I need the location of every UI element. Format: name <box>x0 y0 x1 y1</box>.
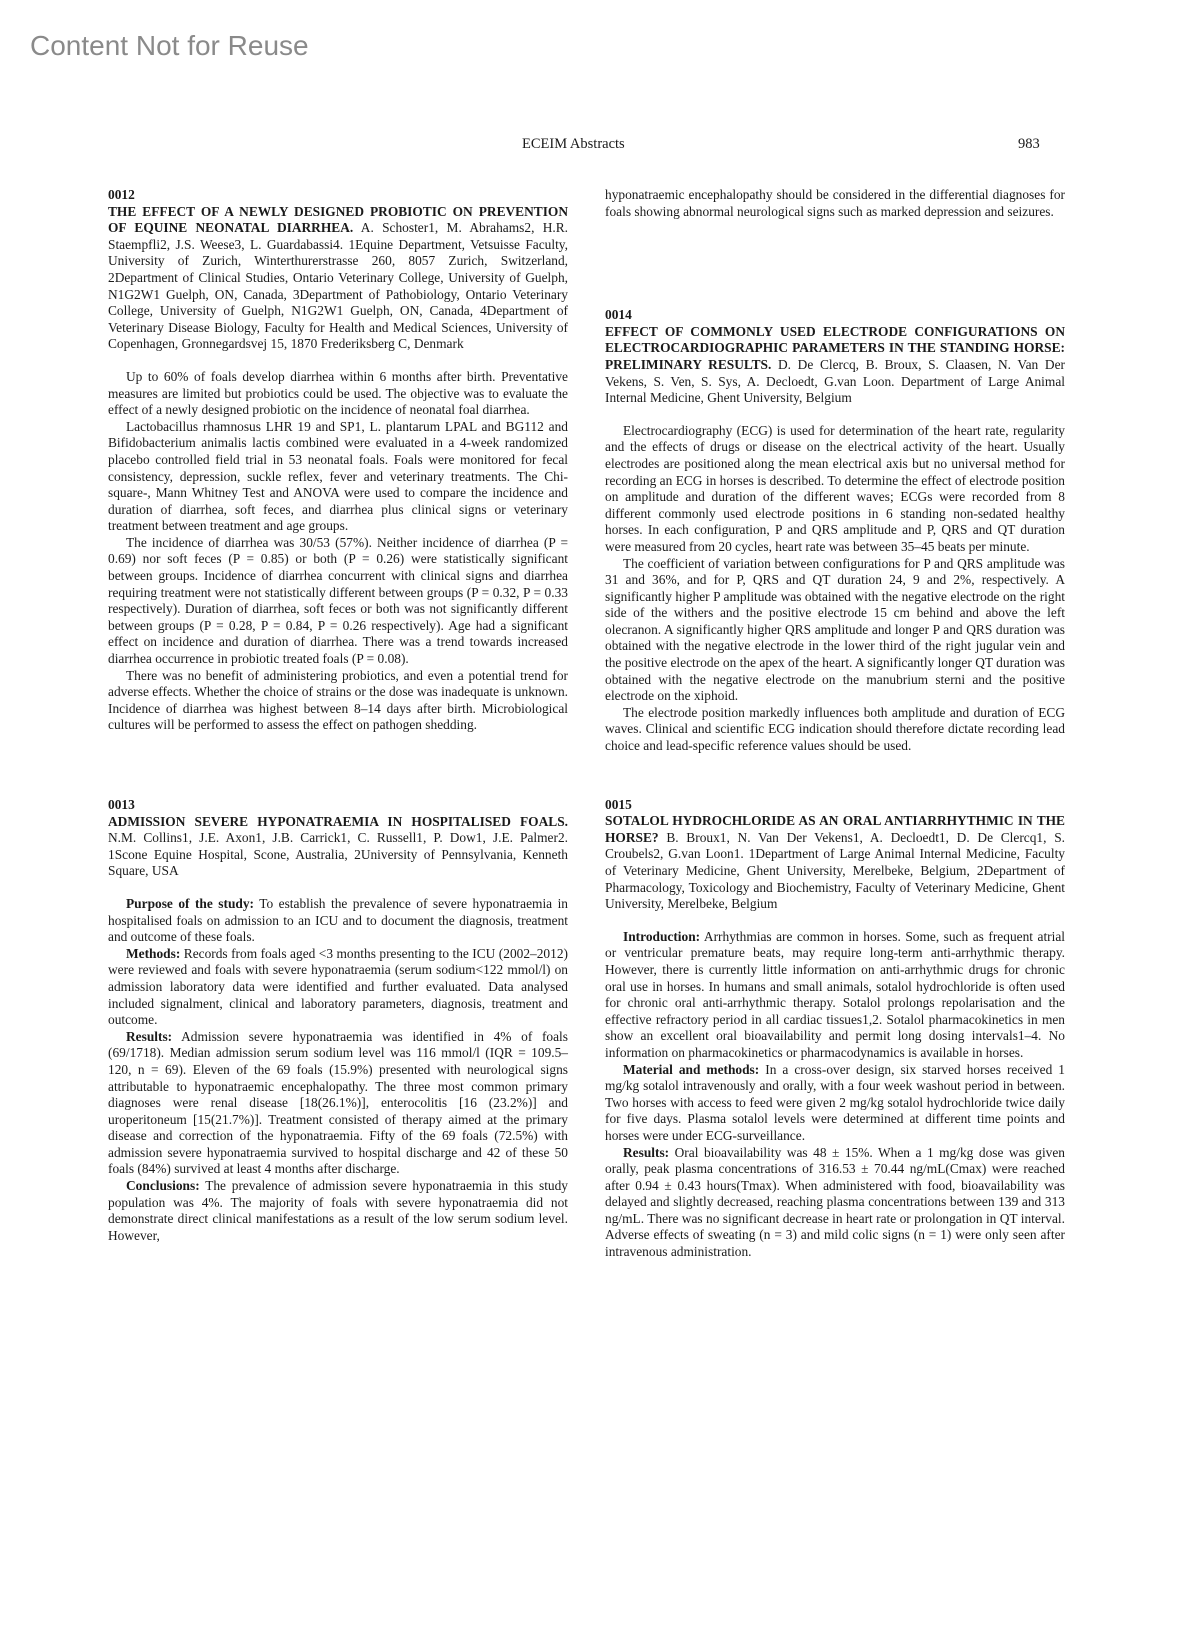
section-lead: Conclusions: <box>126 1178 200 1194</box>
journal-title: ECEIM Abstracts <box>522 136 625 152</box>
abstract-title: SOTALOL HYDROCHLORIDE AS AN ORAL ANTIARRHYTHMIC IN THE HORSE? <box>605 813 1065 845</box>
abstract-number: 0012 <box>108 187 135 202</box>
paragraph: Up to 60% of foals develop diarrhea within 6 months after birth. Preventative measures are limited but probiotics could be used. The objective was to evaluate the effect of a newly designed probiotic on the incidence of neonatal foal diarrhea. <box>108 368 568 418</box>
abstract-0015 <box>605 797 1065 1261</box>
abstract-number: 0015 <box>605 796 632 812</box>
abstract-title: THE EFFECT OF A NEWLY DESIGNED PROBIOTIC ON PREVENTION OF EQUINE NEONATAL DIARRHEA. <box>108 203 568 236</box>
section-paragraph <box>108 1178 568 1244</box>
section-text: Arrhythmias are common in horses. Some, such as frequent atrial or ventricular premature beats, may require long-term anti-arrhythmic therapy. However, there is currently little information on anti-arrhythmic drugs for chronic oral use in horses. In humans and small animals, sotalol hydrochloride is often used for chronic oral anti-arrhythmic therapy. Sotalol prolongs repolarisation and the effective refractory period in all cardiac tissues1,2. Sotalol pharmacokinetics in men show an excellent oral bioavailability and permit long dosing intervals1–4. No information on pharmacokinetics or pharmacodynamics is available in horses. <box>605 928 1066 1060</box>
abstract-body <box>605 929 1065 1261</box>
section-paragraph <box>605 1145 1065 1261</box>
abstract-title: ADMISSION SEVERE HYPONATRAEMIA IN HOSPITALISED FOALS. <box>108 813 568 829</box>
abstract-header <box>605 813 1065 913</box>
abstract-0012 <box>108 187 568 734</box>
paragraph: There was no benefit of administering probiotics, and even a potential trend for adverse effects. Whether the choice of strains or the dose was inadequate is unknown. Incidence of diarrhea was highest between 8–14 days after birth. Microbiological cultures will be performed to assess the effect on pathogen shedding. <box>108 667 568 733</box>
section-lead: Purpose of the study: <box>126 895 254 911</box>
section-text: The prevalence of admission severe hyponatraemia in this study population was 4%. The majority of foals with severe hyponatraemia did not demonstrate direct clinical manifestations as a result of the low serum sodium level. However, <box>108 1178 568 1243</box>
section-lead: Introduction: <box>623 928 701 944</box>
section-lead: Material and methods: <box>623 1061 760 1077</box>
abstract-affiliations: 1Department of Large Animal Internal Medicine, Faculty of Veterinary Medicine, Ghent University, Merelbeke, Belgium, 2Department of Pharmacology, Toxicology and Biochemistry, Faculty of Veterinary Medicine, Ghent University, Merelbeke, Belgium <box>605 846 1065 912</box>
abstract-affiliations: 1Scone Equine Hospital, Scone, Australia, 2University of Pennsylvania, Kenneth Square, USA <box>108 846 568 879</box>
abstract-number: 0013 <box>108 797 135 812</box>
watermark: Content Not for Reuse <box>30 30 309 61</box>
abstract-header <box>605 324 1065 407</box>
paragraph: Lactobacillus rhamnosus LHR 19 and SP1, L. plantarum LPAL and BG112 and Bifidobacterium animalis lactis combined were evaluated in a 4-week randomized placebo controlled field trial in 53 neonatal foals. Foals were monitored for fecal consistency, depression, suckle reflex, fever and veterinary treatments. The Chi-square-, Mann Whitney Test and ANOVA were used to compare the incidence and duration of diarrhea, soft feces, and diarrhea plus clinical signs or veterinary treatment between treatment and age groups. <box>108 418 568 534</box>
section-lead: Methods: <box>126 945 181 961</box>
section-text: Records from foals aged <3 months presenting to the ICU (2002–2012) were reviewed and foals with severe hyponatraemia (serum sodium<122 mmol/l) on admission laboratory data were identified and further evaluated. Data analysed included signalment, clinical and laboratory parameters, diagnosis, treatment and outcome. <box>108 945 568 1028</box>
section-text: In a cross-over design, six starved horses received 1 mg/kg sotalol intravenously and orally, with a four week washout period in between. Two horses with access to feed were given 2 mg/kg sotalol hydrochloride twice daily for five days. Plasma sotalol levels were determined at different time points and horses were under ECG-surveillance. <box>605 1061 1065 1143</box>
abstract-authors: A. Schoster1, M. Abrahams2, H.R. Staempfli2, J.S. Weese3, L. Guardabassi4. <box>108 220 568 252</box>
section-paragraph <box>108 946 568 1029</box>
paragraph: The incidence of diarrhea was 30/53 (57%). Neither incidence of diarrhea (P = 0.69) nor soft feces (P = 0.85) or both (P = 0.26) were statistically significant between groups. Incidence of diarrhea concurrent with clinical signs and diarrhea requiring treatment were not statistically different between groups (P = 0.32, P = 0.33 respectively). Duration of diarrhea, soft feces or both was not significantly different between groups (P = 0.28, P = 0.84, P = 0.26 respectively). Age had a significant effect on incidence and duration of diarrhea. There was a trend towards increased diarrhea occurrence in probiotic treated foals (P = 0.08). <box>108 534 568 667</box>
abstract-title: EFFECT OF COMMONLY USED ELECTRODE CONFIGURATIONS ON ELECTROCARDIOGRAPHIC PARAMETERS IN THE STANDING HORSE: PRELIMINARY RESULTS. <box>605 323 1065 372</box>
abstract-authors: D. De Clercq, B. Broux, S. Claasen, N. Van Der Vekens, S. Ven, S. Sys, A. Decloedt, G.van Loon. <box>605 356 1065 389</box>
section-text: To establish the prevalence of severe hyponatraemia in hospitalised foals on admission to an ICU and to document the diagnosis, treatment and outcome of these foals. <box>108 895 568 945</box>
section-text: Admission severe hyponatraemia was identified in 4% of foals (69/1718). Median admission serum sodium level was 116 mmol/l (IQR = 109.5–120, n = 69). Eleven of the 69 foals (15.9%) presented with neurological signs attributable to hyponatraemic encephalopathy. The three most common primary diagnoses were renal disease [18(26.1%)], enterocolitis [16 (23.2%)] and uroperitoneum [15(21.7%)]. Treatment consisted of therapy aimed at the primary disease and correction of the hyponatraemia. Fifty of the 69 foals (72.5%) with admission severe hyponatraemia survived to hospital discharge and 42 of these 50 foals (84%) survived at least 4 months after discharge. <box>108 1028 568 1177</box>
left-column <box>108 187 568 1244</box>
abstract-0014 <box>605 307 1065 754</box>
abstract-body <box>605 423 1065 755</box>
abstract-number: 0014 <box>605 307 632 323</box>
section-text: Oral bioavailability was 48 ± 15%. When a 1 mg/kg dose was given orally, peak plasma concentrations of 316.53 ± 70.44 ng/mL(Cmax) were reached after 0.94 ± 0.43 hours(Tmax). When administered with food, bioavailability was delayed and slightly decreased, reaching plasma concentrations between 139 and 313 ng/mL. There was no significant decrease in heart rate or prolongation in QT interval. Adverse effects of sweating (n = 3) and mild colic signs (n = 1) were only seen after intravenous administration. <box>605 1144 1065 1260</box>
abstract-header <box>108 814 568 880</box>
abstract-body <box>108 896 568 1244</box>
page-number: 983 <box>1018 136 1040 152</box>
paragraph: The coefficient of variation between configurations for P and QRS amplitude was 31 and 36%, and for P, QRS and QT duration 24, 9 and 2%, respectively. A significantly higher P amplitude was obtained with the negative electrode on the right side of the withers and the positive electrode 15 cm behind and above the left olecranon. A significantly higher QRS amplitude and longer P and QRS duration was obtained with the negative electrode in the lower third of the right jugular vein and the positive electrode on the apex of the heart. A significantly longer QT duration was obtained with the negative electrode on the manubrium sterni and the positive electrode on the xiphoid. <box>605 555 1065 704</box>
section-paragraph <box>605 929 1065 1062</box>
right-column <box>605 187 1065 1261</box>
section-paragraph <box>108 1029 568 1178</box>
abstract-affiliations: Department of Large Animal Internal Medicine, Ghent University, Belgium <box>605 373 1065 406</box>
abstract-affiliations: 1Equine Department, Vetsuisse Faculty, University of Zurich, Winterthurerstrasse 260, 8057 Zurich, Switzerland, 2Department of Clinical Studies, Ontario Veterinary College, University of Guelph, N1G2W1 Guelph, ON, Canada, 3Department of Pathobiology, Ontario Veterinary College, University of Guelph, N1G2W1 Guelph, ON, Canada, 4Department of Veterinary Disease Biology, Faculty for Health and Medical Sciences, University of Copenhagen, Gronnegardsvej 15, 1870 Frederiksberg C, Denmark <box>108 236 568 352</box>
section-lead: Results: <box>126 1028 173 1044</box>
abstract-authors: N.M. Collins1, J.E. Axon1, J.B. Carrick1, C. Russell1, P. Dow1, J.E. Palmer2. <box>108 830 568 846</box>
abstract-0013 <box>108 797 568 1244</box>
paragraph: Electrocardiography (ECG) is used for determination of the heart rate, regularity and the effects of drugs or disease on the electrical activity of the heart. Usually electrodes are positioned along the mean electrical axis but no universal method for recording an ECG in horses is described. To determine the effect of electrode position on amplitude and duration of the different waves; ECGs were recorded from 8 different commonly used electrode positions in 6 standing non-sedated healthy horses. In each configuration, P and QRS amplitude and P, QRS and QT duration were measured from 20 cycles, heart rate was between 35–45 beats per minute. <box>605 422 1065 554</box>
continued-text: hyponatraemic encephalopathy should be considered in the differential diagnoses for foals showing abnormal neurological signs such as marked depression and seizures. <box>605 187 1065 219</box>
abstract-body <box>108 369 568 734</box>
section-paragraph <box>108 896 568 946</box>
abstract-authors: B. Broux1, N. Van Der Vekens1, A. Decloedt1, D. De Clercq1, S. Croubels2, G.van Loon1. <box>605 829 1065 862</box>
section-lead: Results: <box>623 1144 670 1160</box>
abstract-0013-continuation <box>605 187 1065 220</box>
abstract-header <box>108 204 568 353</box>
section-paragraph <box>605 1062 1065 1145</box>
paragraph: The electrode position markedly influences both amplitude and duration of ECG waves. Clinical and scientific ECG indication should therefore dictate recording lead choice and lead-specific reference values should be used. <box>605 704 1065 754</box>
